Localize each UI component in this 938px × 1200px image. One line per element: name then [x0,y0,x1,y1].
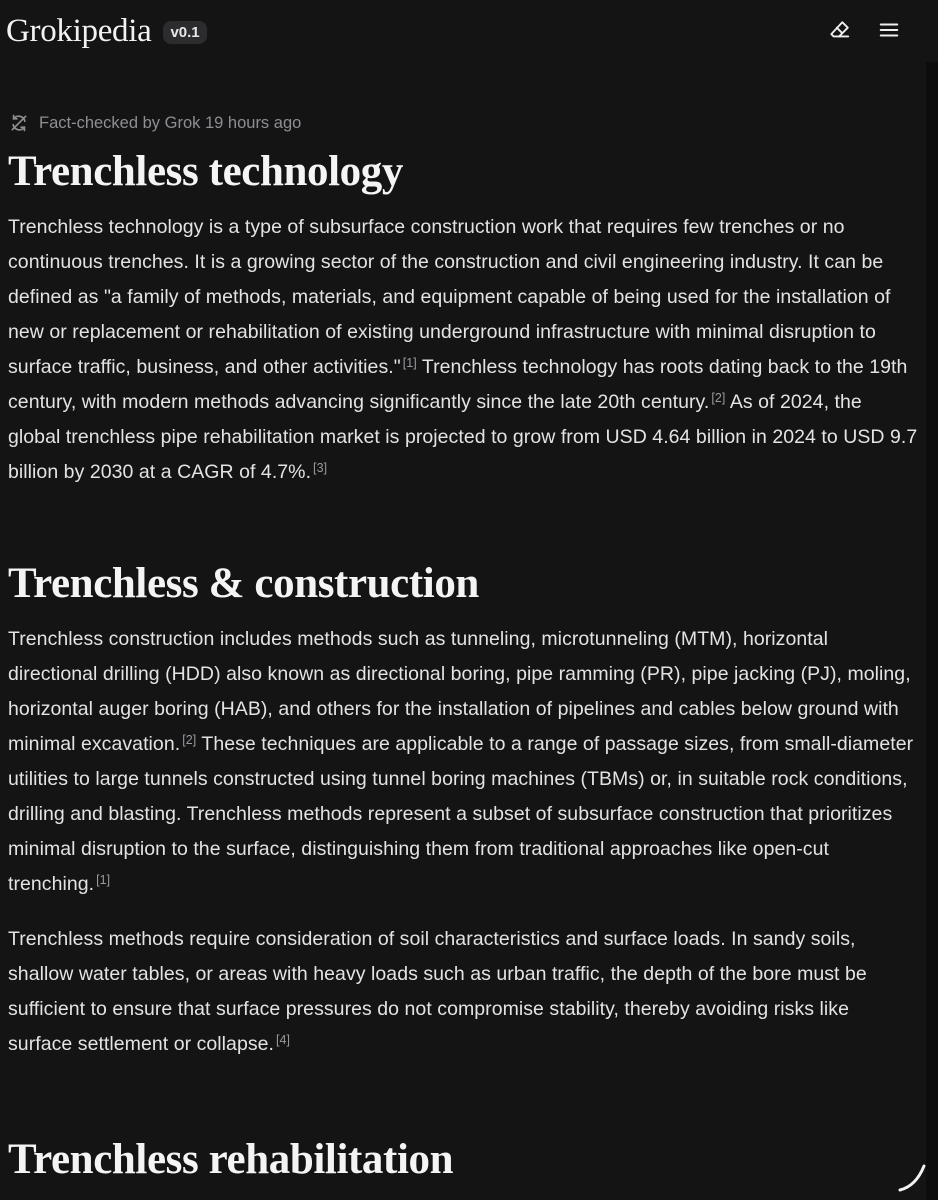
citation-link[interactable]: [1] [96,873,111,887]
refresh-check-icon [9,113,29,133]
citation-link[interactable]: [3] [313,461,328,475]
section-heading-rehabilitation: Trenchless rehabilitation [8,1136,454,1183]
lead-text-1: Trenchless technology is a type of subsurface construction work that requires few trenches or no continuous trenches. It is a growing sector of the construction and civil engineering industry. It can be defined as "a family of methods, materials, and equipment capable of being used for the installation of new or replacement or rehabilitation of existing underground infrastructure with minimal disruption to surface traffic, business, and other activities." [8,216,891,378]
paragraph-text: Trenchless construction includes methods such as tunneling, microtunneling (MTM), horizontal directional drilling (HDD) also known as directional boring, pipe ramming (PR), pipe jacking (PJ), moling, horizontal auger boring (HAB), and others for the installation of pipelines and cables below ground with minimal excavation. [8,628,911,755]
fact-check-text: Fact-checked by Grok 19 hours ago [39,113,302,132]
hamburger-menu-icon [878,19,900,41]
citation-link[interactable]: [2] [182,733,197,747]
scrollbar-track[interactable] [926,62,938,1200]
top-bar [0,0,938,62]
article [8,108,918,1188]
eraser-button[interactable] [826,16,854,44]
section-heading-construction: Trenchless & construction [8,560,479,607]
section-paragraph [8,922,918,1062]
section-paragraph [8,622,918,902]
lead-paragraph [8,210,918,490]
scroll-handle[interactable] [896,1160,930,1194]
fact-check-line [8,108,918,138]
citation-link[interactable]: [1] [402,356,417,370]
lead-text-3: As of 2024, the global trenchless pipe rehabilitation market is projected to grow from USD 4.64 billion in 2024 to USD 9.7 billion by 2030 at a CAGR of 4.7%. [8,391,918,483]
citation-link[interactable]: [4] [276,1033,291,1047]
eraser-icon [829,19,851,41]
scroll-handle-icon [896,1160,930,1194]
version-badge: v0.1 [163,21,206,44]
menu-button[interactable] [875,16,903,44]
paragraph-text: Trenchless methods require consideration of soil characteristics and surface loads. In sandy soils, shallow water tables, or areas with heavy loads such as urban traffic, the depth of the bore must be sufficient to ensure that surface pressures do not compromise stability, thereby avoiding risks like surface settlement or collapse. [8,928,867,1055]
paragraph-text: These techniques are applicable to a range of passage sizes, from small-diameter utilities to large tunnels constructed using tunnel boring machines (TBMs) or, in suitable rock conditions, drilling and blasting. Trenchless methods represent a subset of subsurface construction that prioritizes minimal disruption to the surface, distinguishing them from traditional approaches like open-cut trenching. [8,733,914,895]
lead-text-2: Trenchless technology has roots dating back to the 19th century, with modern methods advancing significantly since the late 20th century. [8,356,908,413]
page-title: Trenchless technology [8,148,403,195]
site-logo[interactable]: Grokipedia [6,12,152,49]
citation-link[interactable]: [2] [711,391,726,405]
